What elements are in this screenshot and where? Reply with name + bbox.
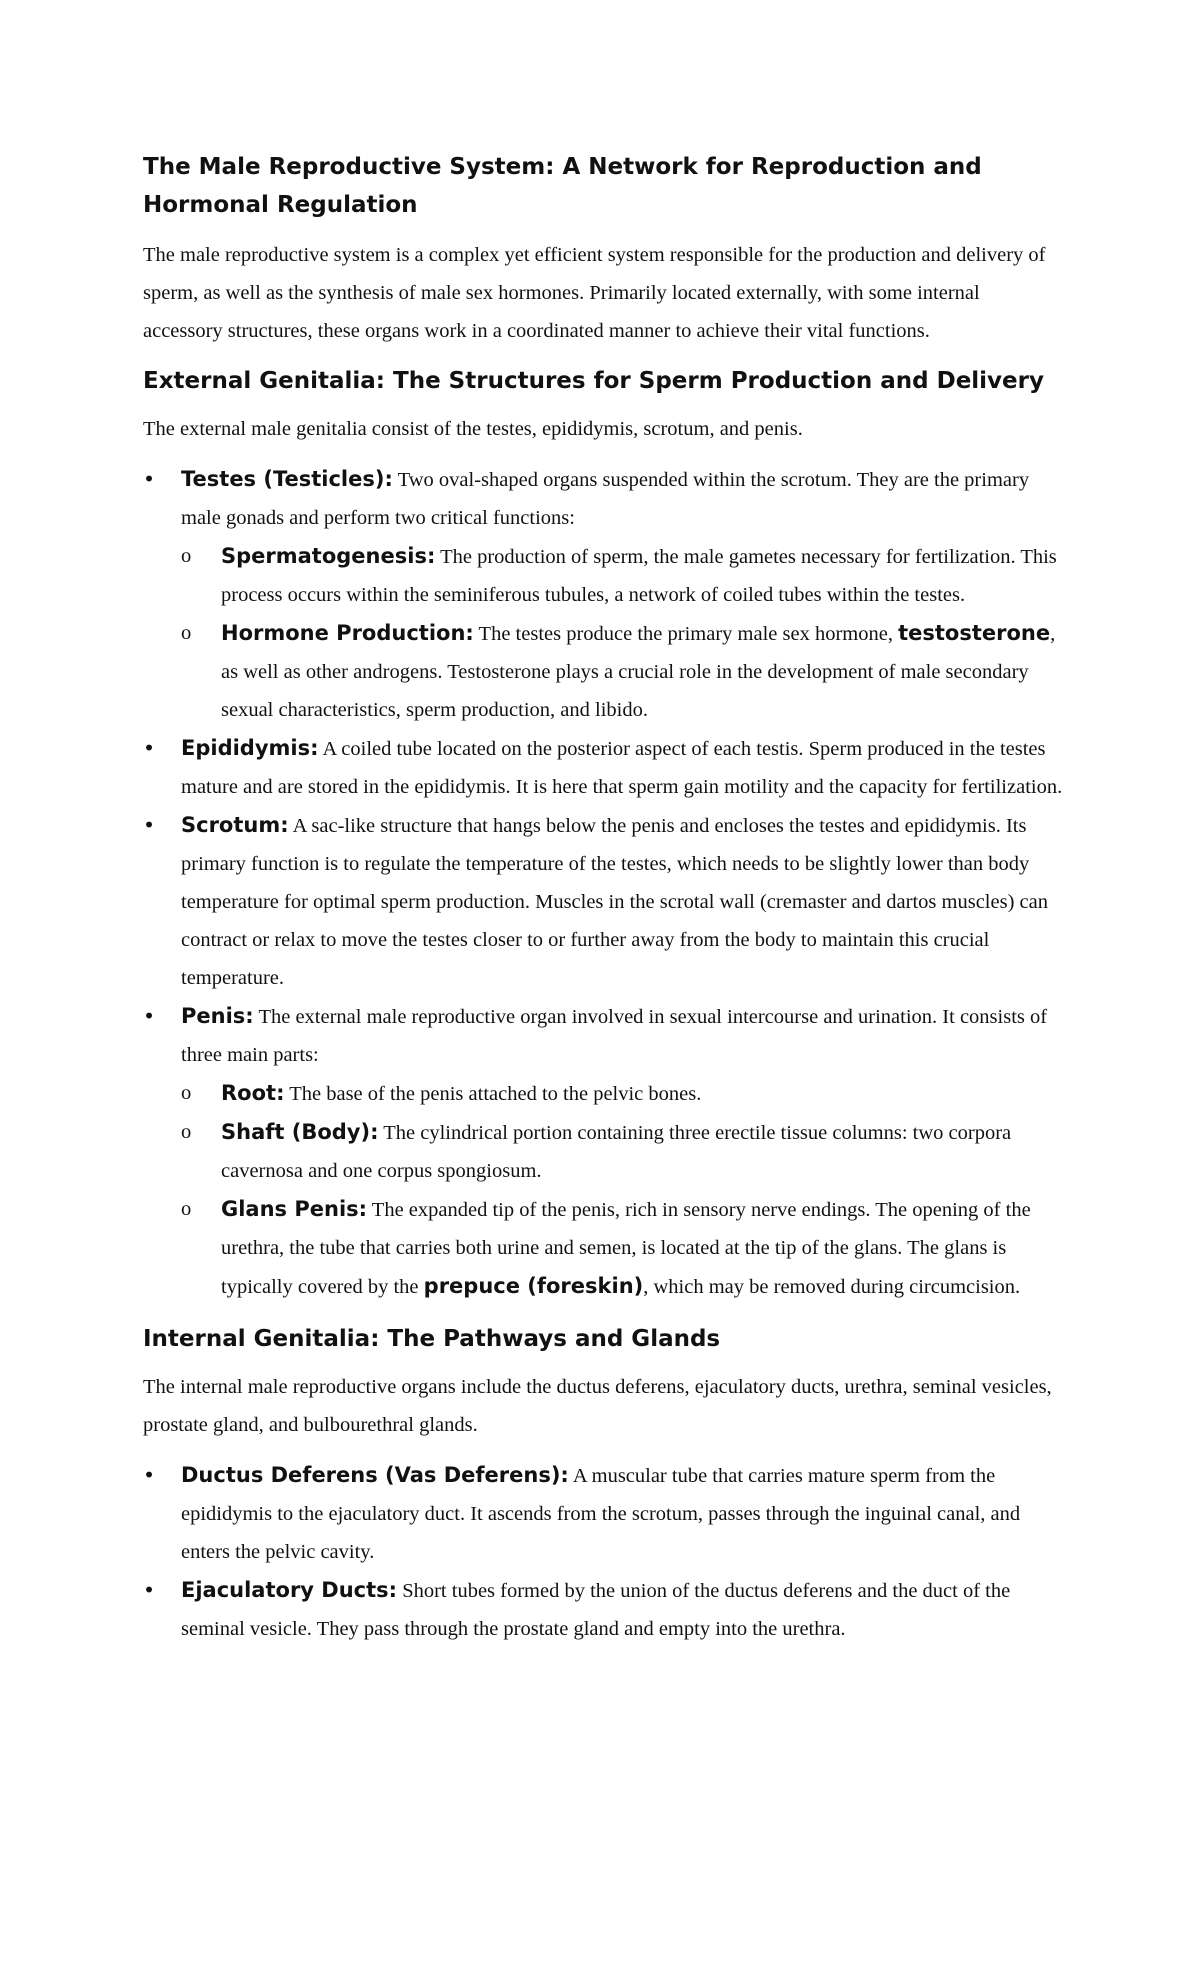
internal-organ-list: [143, 1456, 1063, 1648]
list-item-epididymis: [143, 729, 1063, 806]
list-item-testes: [143, 460, 1063, 729]
document-page: [143, 148, 1063, 1648]
shaft-description: The cylindrical portion containing three erectile tissue columns: two corpora cavernosa and one corpus spongiosum.: [221, 1122, 1012, 1182]
hormone-description-a: The testes produce the primary male sex hormone,: [473, 623, 899, 645]
term-prepuce: prepuce (foreskin): [423, 1274, 644, 1298]
list-item-shaft: [181, 1113, 1063, 1190]
intro-paragraph: The male reproductive system is a complex yet efficient system responsible for the production and delivery of sperm, as well as the synthesis of male sex hormones. Primarily located externally, with some internal accessory structures, these organs work in a coordinated manner to achieve their vital functions.: [143, 244, 1046, 342]
term-epididymis: Epididymis:: [181, 736, 319, 760]
term-penis: Penis:: [181, 1004, 254, 1028]
internal-genitalia-heading: Internal Genitalia: The Pathways and Glands: [143, 1326, 721, 1352]
term-testosterone: testosterone: [898, 621, 1051, 645]
term-glans: Glans Penis:: [221, 1197, 368, 1221]
list-item-glans: [181, 1190, 1063, 1306]
root-description: The base of the penis attached to the pelvic bones.: [284, 1083, 702, 1105]
term-hormone-production: Hormone Production:: [221, 621, 474, 645]
term-testes: Testes (Testicles):: [181, 467, 393, 491]
term-scrotum: Scrotum:: [181, 813, 289, 837]
document-title: The Male Reproductive System: A Network for Reproduction and Hormonal Regulation: [143, 154, 982, 218]
epididymis-description: A coiled tube located on the posterior aspect of each testis. Sperm produced in the testes mature and are stored in the epididymis. It is here that sperm gain motility and the capacity for fertilization.: [181, 738, 1063, 798]
list-item-hormone-production: [181, 614, 1063, 729]
external-genitalia-heading: External Genitalia: The Structures for Sperm Production and Delivery: [143, 368, 1044, 394]
term-spermatogenesis: Spermatogenesis:: [221, 544, 436, 568]
penis-parts-list: [181, 1074, 1063, 1306]
list-item-scrotum: [143, 806, 1063, 997]
glans-description-a: The expanded tip of the penis, rich in sensory nerve endings. The opening of the urethra, the tube that carries both urine and semen, is located at the tip of the glans. The glans is typically covered by the: [221, 1199, 1031, 1298]
hormone-description-b: , as well as other androgens. Testosterone plays a crucial role in the development of male secondary sexual characteristics, sperm production, and libido.: [221, 623, 1056, 721]
external-organ-list: [143, 460, 1063, 1306]
term-root: Root:: [221, 1081, 285, 1105]
testes-description: Two oval-shaped organs suspended within the scrotum. They are the primary male gonads and perform two critical functions:: [181, 469, 1030, 529]
list-item-root: [181, 1074, 1063, 1113]
list-item-ductus-deferens: [143, 1456, 1063, 1571]
ejaculatory-ducts-description: Short tubes formed by the union of the ductus deferens and the duct of the seminal vesicle. They pass through the prostate gland and empty into the urethra.: [181, 1580, 1011, 1640]
penis-description: The external male reproductive organ involved in sexual intercourse and urination. It consists of three main parts:: [181, 1006, 1048, 1066]
spermatogenesis-description: The production of sperm, the male gametes necessary for fertilization. This process occurs within the seminiferous tubules, a network of coiled tubes within the testes.: [221, 546, 1057, 606]
term-shaft: Shaft (Body):: [221, 1120, 379, 1144]
testes-functions-list: [181, 537, 1063, 729]
list-item-spermatogenesis: [181, 537, 1063, 614]
term-ejaculatory-ducts: Ejaculatory Ducts:: [181, 1578, 398, 1602]
term-ductus-deferens: Ductus Deferens (Vas Deferens):: [181, 1463, 569, 1487]
glans-description-b: , which may be removed during circumcision.: [643, 1276, 1021, 1298]
list-item-penis: [143, 997, 1063, 1306]
external-intro-paragraph: The external male genitalia consist of the testes, epididymis, scrotum, and penis.: [143, 418, 803, 440]
ductus-deferens-description: A muscular tube that carries mature sperm from the epididymis to the ejaculatory duct. It ascends from the scrotum, passes through the inguinal canal, and enters the pelvic cavity.: [181, 1465, 1021, 1563]
list-item-ejaculatory-ducts: [143, 1571, 1063, 1648]
internal-intro-paragraph: The internal male reproductive organs include the ductus deferens, ejaculatory ducts, urethra, seminal vesicles, prostate gland, and bulbourethral glands.: [143, 1376, 1052, 1436]
scrotum-description: A sac-like structure that hangs below the penis and encloses the testes and epididymis. Its primary function is to regulate the temperature of the testes, which needs to be slightly lower than body temperature for optimal sperm production. Muscles in the scrotal wall (cremaster and dartos muscles) can contract or relax to move the testes closer to or further away from the body to maintain this crucial temperature.: [181, 815, 1048, 989]
